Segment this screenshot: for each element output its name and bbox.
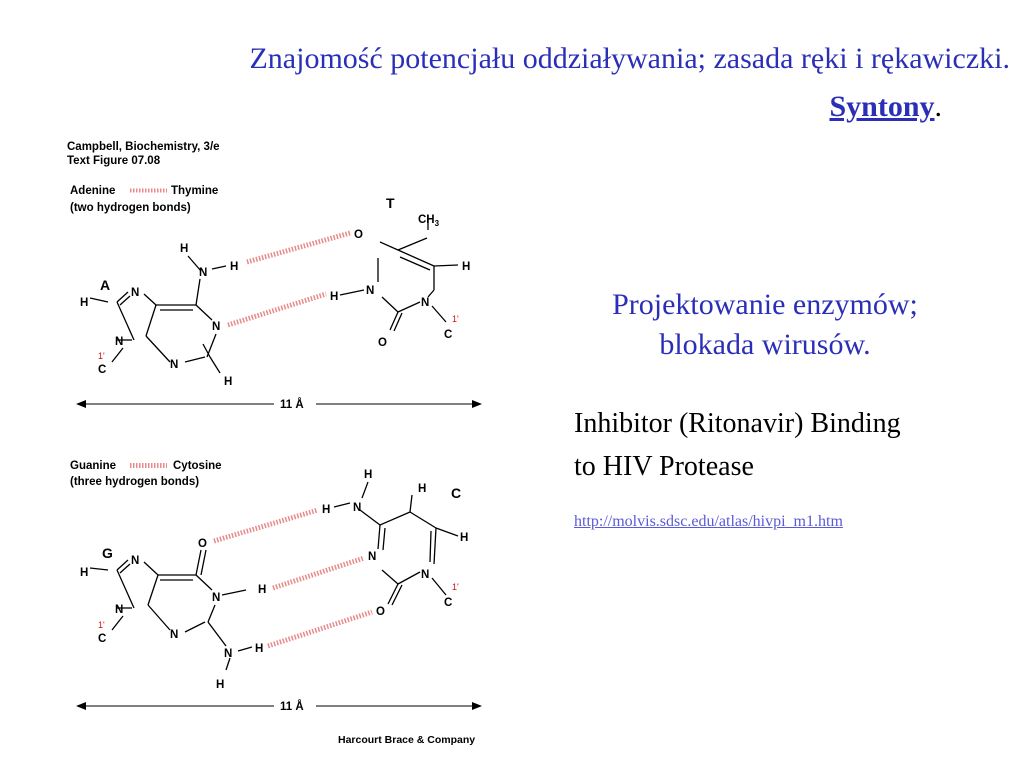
svg-text:C: C: [98, 364, 107, 376]
right-body-line2: to HIV Protease: [574, 451, 754, 482]
svg-text:N: N: [170, 629, 179, 641]
cytosine-bonds: [334, 482, 458, 605]
svg-text:H: H: [330, 291, 339, 303]
right-heading-line2: blokada wirusów.: [659, 328, 871, 361]
hbond-GC-1: [214, 510, 318, 541]
title-period: .: [934, 90, 942, 123]
svg-text:N: N: [212, 592, 221, 604]
svg-text:H: H: [255, 643, 264, 655]
svg-text:H: H: [462, 261, 471, 273]
svg-text:H: H: [80, 297, 89, 309]
svg-text:H: H: [258, 584, 267, 596]
svg-text:H: H: [216, 679, 225, 691]
label-T: T: [386, 195, 395, 211]
svg-text:N: N: [421, 297, 430, 309]
svg-text:N: N: [115, 336, 124, 348]
pair1-right-name: Thymine: [171, 185, 219, 197]
right-heading: [560, 285, 970, 365]
adenine-atoms: [80, 243, 238, 388]
svg-text:O: O: [376, 606, 385, 618]
svg-text:C: C: [98, 633, 107, 645]
svg-text:O: O: [198, 538, 207, 550]
distance-label-2: 11 Å: [280, 701, 304, 713]
thymine-atoms: [330, 214, 470, 349]
svg-text:N: N: [421, 569, 430, 581]
publisher-credit: Harcourt Brace & Company: [338, 734, 476, 746]
figure-source-line2: Text Figure 07.08: [67, 155, 161, 167]
distance-arrow-2: [76, 700, 482, 713]
carbon-marker-G: 1': [98, 620, 105, 630]
right-body: [574, 402, 994, 488]
svg-text:N: N: [368, 551, 377, 563]
pair2-right-name: Cytosine: [173, 460, 222, 472]
svg-text:CH3: $CH_3$: [418, 214, 440, 228]
distance-label-1: 11 Å: [280, 399, 304, 411]
svg-text:H: H: [80, 567, 89, 579]
slide-title-line1: Znajomość potencjału oddziaływania; zasada ręki i rękawiczki.: [249, 42, 1010, 75]
svg-text:N: N: [170, 359, 179, 371]
carbon-marker-A: 1': [98, 351, 105, 361]
svg-text:N: N: [131, 555, 140, 567]
label-A: A: [100, 277, 111, 293]
label-G: G: [102, 545, 113, 561]
pair1-bonds-note: (two hydrogen bonds): [70, 202, 191, 214]
svg-text:N: N: [131, 287, 140, 299]
right-body-line1: Inhibitor (Ritonavir) Binding: [574, 408, 901, 439]
hbond-AT-1: [247, 233, 350, 262]
svg-text:N: N: [353, 502, 362, 514]
pair1-left-name: Adenine: [70, 185, 116, 197]
syntony-link[interactable]: Syntony: [829, 90, 935, 123]
svg-text:N: N: [199, 267, 208, 279]
pair2-bonds-note: (three hydrogen bonds): [70, 476, 200, 488]
svg-text:H: H: [418, 483, 427, 495]
cytosine-atoms: [322, 469, 468, 618]
svg-text:O: O: [378, 337, 387, 349]
svg-text:N: N: [366, 285, 375, 297]
svg-text:1': 1': [452, 314, 459, 324]
svg-text:C: C: [444, 329, 453, 341]
hbond-GC-3: [268, 612, 372, 646]
svg-text:H: H: [322, 504, 331, 516]
figure-source-line1: Campbell, Biochemistry, 3/e: [67, 141, 220, 153]
svg-text:H: H: [224, 376, 233, 388]
svg-text:O: O: [354, 229, 363, 241]
svg-text:C: C: [444, 597, 453, 609]
svg-text:H: H: [230, 261, 239, 273]
pair2-left-name: Guanine: [70, 460, 117, 472]
svg-text:N: N: [115, 604, 124, 616]
hbond-AT-2: [228, 294, 326, 325]
molvis-link[interactable]: http://molvis.sdsc.edu/atlas/hivpi_m1.htm: [574, 513, 843, 530]
svg-text:H: H: [460, 532, 469, 544]
svg-text:1': 1': [452, 582, 459, 592]
svg-text:N: N: [212, 321, 221, 333]
hbond-GC-2: [273, 558, 364, 588]
svg-text:N: N: [224, 648, 233, 660]
label-C: C: [451, 485, 462, 501]
svg-text:H: H: [364, 469, 373, 481]
right-heading-line1: Projektowanie enzymów;: [612, 288, 918, 321]
svg-text:H: H: [180, 243, 189, 255]
distance-arrow-1: [76, 398, 482, 411]
